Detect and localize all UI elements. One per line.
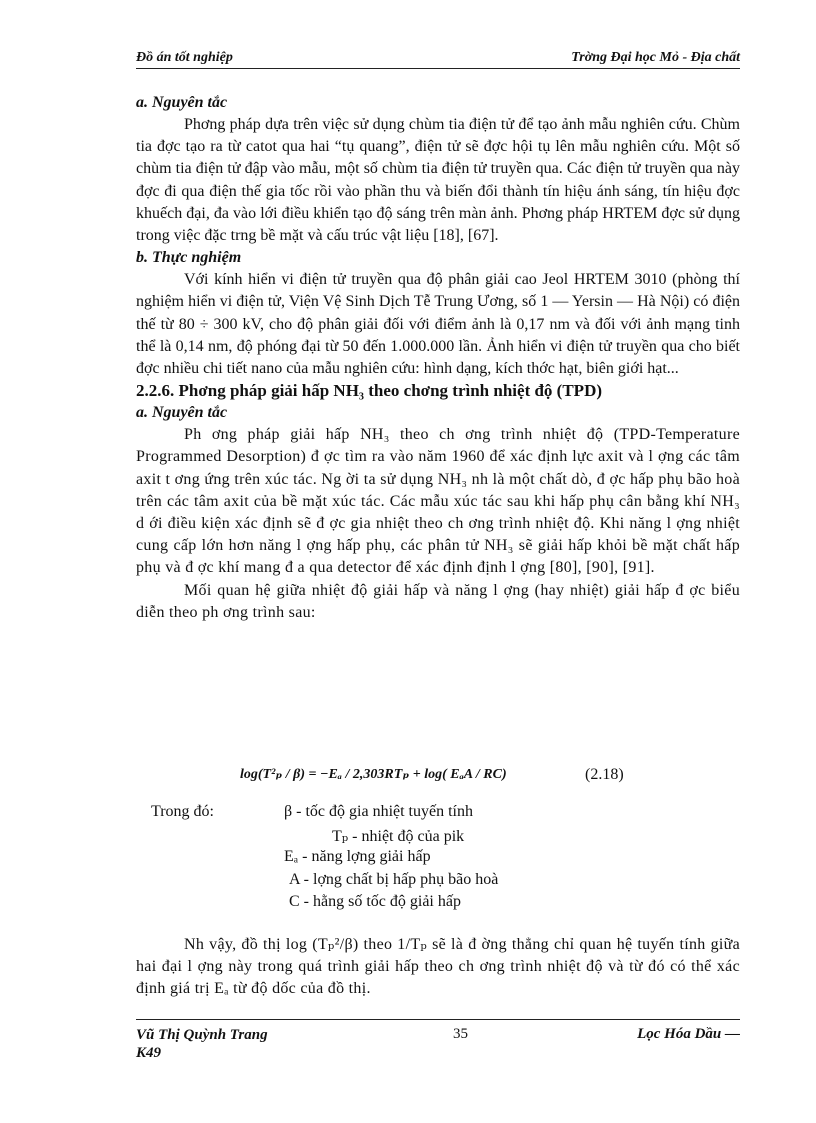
main-content xyxy=(136,92,740,624)
page-header xyxy=(136,50,740,69)
subheading-tpd-principle: a. Nguyên tắc xyxy=(136,404,228,422)
subheading-experiment: b. Thực nghiệm xyxy=(136,249,242,267)
page-number: 35 xyxy=(453,1026,468,1042)
paragraph-hrtem-principle: Phơng pháp dựa trên việc sử dụng chùm tia điện tử để tạo ảnh mẫu nghiên cứu. Chùm tia đợc tạo ra từ catot qua hai “tụ quang”, điện tử sẽ đợc hội tụ lên mẫu nghiên cứu. Một số chùm tia điện tử đập vào mẫu, một số chùm tia điện tử truyền qua. Các điện tử truyền qua này đợc đi qua điện thế gia tốc rồi vào phần thu và biến đổi thành tín hiệu ánh sáng, tín hiệu đợc khuếch đại, đa vào lới điều khiển tạo độ sáng trên màn ảnh. Phơng pháp HRTEM đợc sử dụng trong việc đặc trng bề mặt và cấu trúc vật liệu [18], [67]. xyxy=(136,116,740,245)
paragraph-equation-intro: Mối quan hệ giữa nhiệt độ giải hấp và năng l ợng (hay nhiệt) giải hấp đ ợc biểu diễn theo ph ơng trình sau: xyxy=(136,581,740,621)
conclusion-block xyxy=(136,918,740,1017)
footer-divider xyxy=(136,1019,740,1020)
footer-department: Lọc Hóa Dầu — xyxy=(637,1026,740,1042)
legend-item-a: A - lợng chất bị hấp phụ bão hoà xyxy=(289,871,499,888)
paragraph-tpd-principle: Ph ơng pháp giải hấp NH₃ theo ch ơng trình nhiệt độ (TPD-Temperature Programmed Desorption) đ ợc tìm ra vào năm 1960 để xác định lực axit và l ợng các tâm axit t ơng ứng trên xúc tác. Ng ời ta sử dụng NH₃ nh là một chất dò, đ ợc hấp phụ bão hoà trên các tâm axit của bề mặt xúc tác. Các mẫu xúc tác sau khi hấp phụ cân bằng khí NH₃ d ới điều kiện xác định sẽ đ ợc gia nhiệt theo ch ơng trình nhiệt độ. Khi năng l ợng nhiệt cung cấp lớn hơn năng l ợng hấp phụ, các phân tử NH₃ sẽ giải hấp khỏi bề mặt chất hấp phụ và đ ợc khí mang đ a qua detector để xác định định l ợng [80], [90], [91]. xyxy=(136,426,740,577)
footer-author-name: Vũ Thị Quỳnh Trang xyxy=(136,1027,268,1043)
legend-item-tp: Tₚ - nhiệt độ của pik xyxy=(332,828,465,845)
legend-item-beta: β - tốc độ gia nhiệt tuyến tính xyxy=(284,803,473,820)
section-title-tpd: 2.2.6. Phơng pháp giải hấp NH₃ theo chơng trình nhiệt độ (TPD) xyxy=(136,381,603,401)
subheading-principle: a. Nguyên tắc xyxy=(136,94,228,111)
legend-item-ed: Eₐ - năng lợng giải hấp xyxy=(284,848,431,865)
legend-item-c: C - hằng số tốc độ giải hấp xyxy=(289,893,461,910)
header-document-type: Đồ án tốt nghiệp xyxy=(136,50,233,65)
footer-author-block xyxy=(136,1026,268,1062)
legend-label: Trong đó: xyxy=(151,803,214,820)
header-university: Trờng Đại học Mỏ - Địa chất xyxy=(571,50,740,65)
equation-number: (2.18) xyxy=(585,766,624,783)
paragraph-conclusion: Nh vậy, đồ thị log (Tₚ²/β) theo 1/Tₚ sẽ là đ ờng thẳng chỉ quan hệ tuyến tính giữa hai đại l ợng này trong quá trình giải hấp theo ch ơng trình nhiệt độ và từ đó có thể xác định giá trị Eₐ từ độ dốc của đồ thị. xyxy=(136,936,740,998)
paragraph-hrtem-experiment: Với kính hiển vi điện tử truyền qua độ phân giải cao Jeol HRTEM 3010 (phòng thí nghiệm hiển vi điện tử, Viện Vệ Sinh Dịch Tễ Trung Ương, số 1 — Yersin — Hà Nội) có điện thế từ 80 ÷ 300 kV, cho độ phân giải đối với điểm ảnh là 0,17 nm và đối với ảnh mạng tinh thể là 0,14 nm, độ phóng đại từ 50 đến 1.000.000 lần. Ảnh hiển vi điện tử truyền qua cho biết đợc nhiều chi tiết nano của mẫu nghiên cứu: hình dạng, kích thớc hạt, biên giới hạt... xyxy=(136,271,740,378)
equation-2-18: log(T²ₚ / β) = −Eₐ / 2,303RTₚ + log( EₐA / RC) xyxy=(240,767,507,782)
footer-class: K49 xyxy=(136,1045,162,1061)
